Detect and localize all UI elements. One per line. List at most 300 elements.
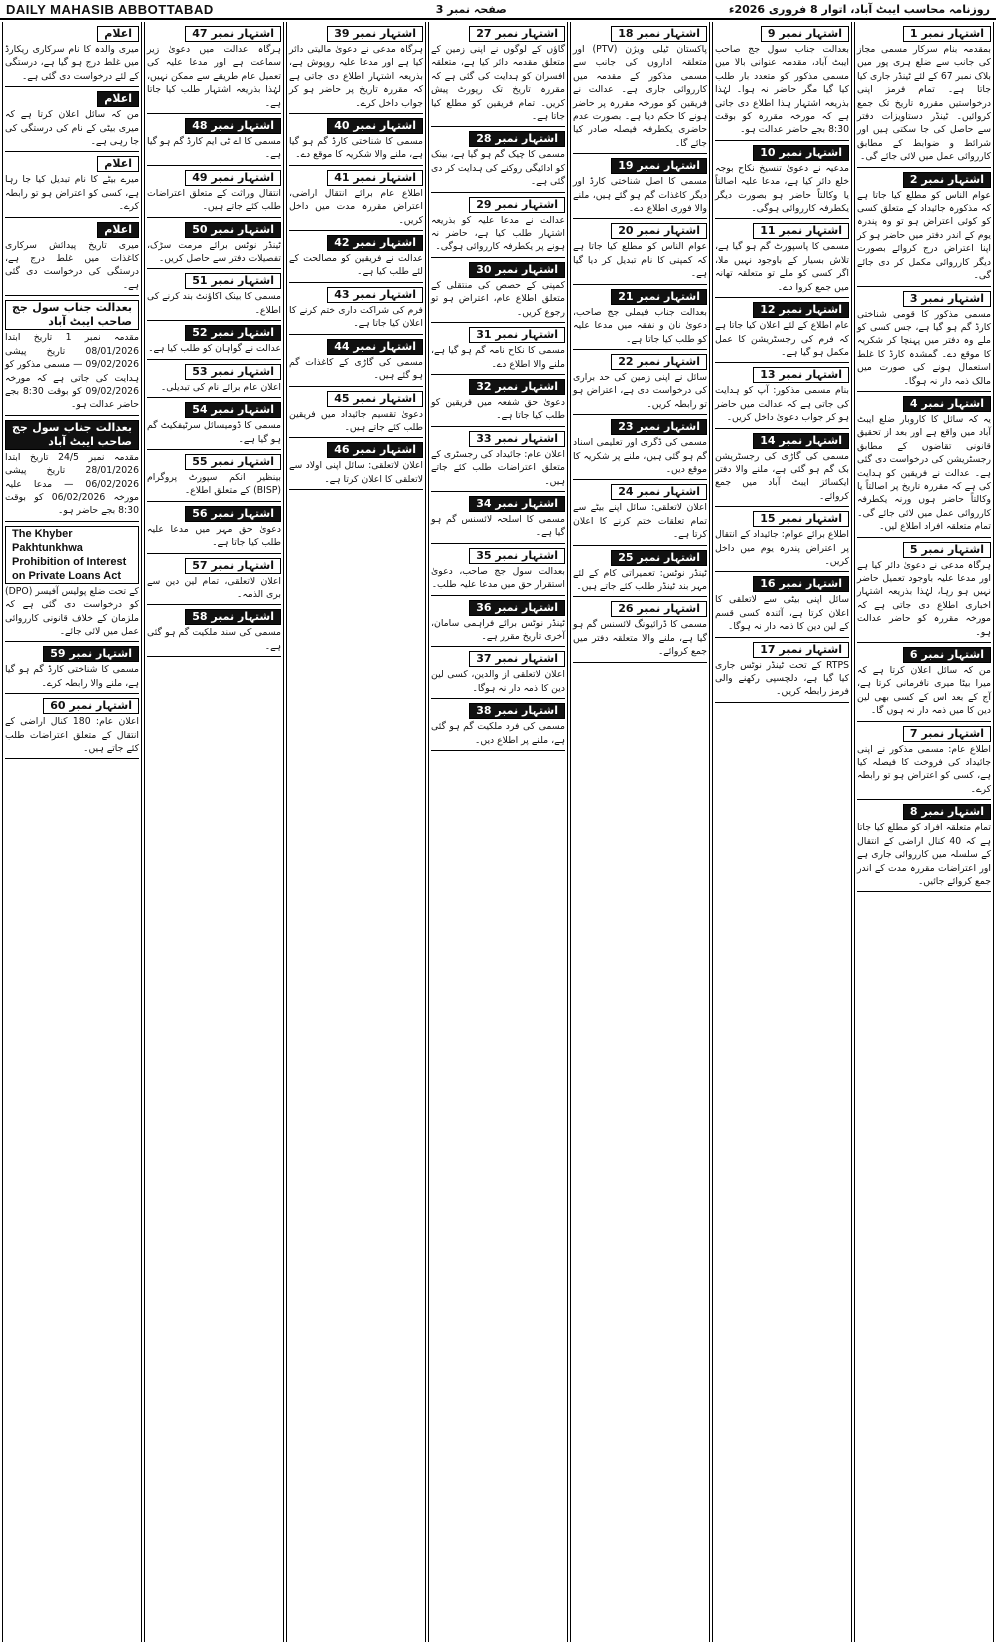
notice-label: اشتہار نمبر 3: [903, 291, 991, 307]
notice-text: اعلان لاتعلقی، تمام لین دین سے بری الذمہ۔: [147, 575, 281, 600]
newspaper-page: [2, 22, 994, 1642]
notice-divider: [147, 501, 281, 502]
notice-label: اشتہار نمبر 38: [469, 703, 565, 719]
notice-heading: [431, 548, 565, 564]
notice-divider: [431, 374, 565, 375]
notice-item: [147, 26, 281, 110]
notice-text: عدالت نے مدعا علیہ کو بذریعہ اشتہار طلب کیا ہے، حاضر نہ ہونے پر یکطرفہ کارروائی ہوگی۔: [431, 214, 565, 253]
notice-label: اشتہار نمبر 44: [327, 339, 423, 355]
notice-text: اعلان لاتعلقی از والدین، کسی لین دین کا ذمہ دار نہ ہوگا۔: [431, 669, 565, 694]
notice-divider: [147, 449, 281, 450]
notice-heading: [289, 339, 423, 355]
notice-item: [431, 600, 565, 644]
notice-label: اشتہار نمبر 22: [611, 354, 707, 370]
notice-label: اشتہار نمبر 5: [903, 542, 991, 558]
notice-text: مسمی کا چیک گم ہو گیا ہے، بینک کو ادائیگی روکنے کی ہدایت کر دی گئی ہے۔: [431, 149, 565, 188]
notice-label: اعلام: [97, 156, 139, 172]
notice-label: اشتہار نمبر 17: [753, 642, 849, 658]
notice-divider: [573, 545, 707, 546]
notice-heading: [715, 576, 849, 592]
notice-column: [428, 22, 568, 1642]
notice-heading: [431, 379, 565, 395]
notice-heading: [573, 289, 707, 305]
notice-text: میری تاریخ پیدائش سرکاری کاغذات میں غلط درج ہے، درستگی کی درخواست دی گئی ہے۔: [5, 239, 139, 291]
notice-divider: [289, 165, 423, 166]
notice-heading: [573, 419, 707, 435]
notice-text: اعلان لاتعلقی: سائل اپنی اولاد سے لاتعلقی کا اعلان کرتا ہے۔: [289, 460, 423, 485]
notice-divider: [715, 297, 849, 298]
notice-heading: [289, 26, 423, 42]
notice-divider: [715, 637, 849, 638]
notice-text: مسمی کا شناختی کارڈ گم ہو گیا ہے، ملنے والا شکریہ کا موقع دے۔: [289, 136, 423, 161]
notice-divider: [5, 693, 139, 694]
notice-divider: [715, 702, 849, 703]
notice-text: اطلاع برائے عوام: جائیداد کے انتقال پر اعتراض پندرہ یوم میں داخل کریں۔: [715, 529, 849, 567]
notice-heading: [289, 391, 423, 407]
notice-text: اطلاع عام: مسمی مذکور نے اپنی جائیداد کی فروخت کا فیصلہ کیا ہے، کسی کو اعتراض ہو تو رابطہ کرے۔: [857, 743, 991, 795]
notice-label: اشتہار نمبر 34: [469, 496, 565, 512]
notice-label: اشتہار نمبر 35: [469, 548, 565, 564]
notice-label: اشتہار نمبر 20: [611, 223, 707, 239]
notice-divider: [5, 641, 139, 642]
notice-label: اشتہار نمبر 55: [185, 454, 281, 470]
notice-text: ٹینڈر نوٹس برائے فراہمی سامان، آخری تاریخ مقرر ہے۔: [431, 617, 565, 642]
notice-item: [289, 170, 423, 227]
notice-item: [5, 300, 139, 411]
notice-label: اشتہار نمبر 42: [327, 235, 423, 251]
notice-item: [431, 131, 565, 188]
notice-text: عدالت نے فریقین کو مصالحت کے لئے طلب کیا ہے۔: [289, 253, 423, 278]
notice-item: [715, 26, 849, 137]
notice-divider: [573, 349, 707, 350]
notice-label: اعلام: [97, 26, 139, 42]
notice-label: اشتہار نمبر 54: [185, 402, 281, 418]
notice-item: [857, 804, 991, 888]
notice-divider: [573, 662, 707, 663]
notice-divider: [147, 113, 281, 114]
notice-item: [715, 367, 849, 424]
notice-heading: [5, 646, 139, 662]
notice-heading: [857, 172, 991, 188]
notice-item: [573, 354, 707, 411]
notice-divider: [857, 391, 991, 392]
notice-divider: [715, 571, 849, 572]
notice-item: [431, 262, 565, 319]
notice-heading: [5, 420, 139, 450]
notice-heading: [431, 131, 565, 147]
notice-heading: [573, 223, 707, 239]
notice-label: اشتہار نمبر 16: [753, 576, 849, 592]
notice-item: [573, 223, 707, 280]
notice-item: [431, 496, 565, 540]
notice-text: ہرگاہ مدعی نے دعویٰ دائر کیا ہے اور مدعا علیہ باوجود تعمیل حاضر نہیں ہو رہا، لہٰذا بذریعہ اشتہار اخباری اطلاع دی جاتی ہے کہ مورخہ مقررہ کو حاضر عدالت ہو۔: [857, 559, 991, 638]
notice-item: [573, 550, 707, 594]
notice-item: [289, 26, 423, 110]
notice-text: بمقدمہ بنام سرکار مسمی مجاز کی جانب سے ضلع ہری پور میں بلاک نمبر 67 کے لئے ٹینڈر جاری کیا جاتا ہے۔ تمام فرمز اپنی درخواستیں مقررہ تاریخ تک جمع کروائیں۔ ٹینڈر دستاویزات دفتر سے حاصل کی جا سکتی ہیں اور شرائط و ضوابط کے مطابق کارروائی عمل میں لائی جائے گی۔: [857, 44, 991, 163]
notice-item: [147, 325, 281, 355]
notice-heading: [431, 262, 565, 278]
notice-text: مسمی کا اسلحہ لائسنس گم ہو گیا ہے۔: [431, 513, 565, 539]
notice-label: اشتہار نمبر 8: [903, 804, 991, 820]
notice-text: ٹینڈر نوٹس برائے مرمت سڑک، تفصیلات دفتر سے حاصل کریں۔: [147, 239, 281, 265]
notice-heading: [857, 647, 991, 663]
notice-heading: [147, 273, 281, 289]
notice-item: [431, 197, 565, 254]
notice-label: اشتہار نمبر 48: [185, 118, 281, 134]
notice-divider: [573, 596, 707, 597]
notice-divider: [573, 218, 707, 219]
notice-item: [431, 26, 565, 123]
notice-text: مسمی کا ڈومیسائل سرٹیفکیٹ گم ہو گیا ہے۔: [147, 420, 281, 445]
notice-heading: [147, 454, 281, 470]
notice-label: اشتہار نمبر 27: [469, 26, 565, 42]
notice-column: [286, 22, 426, 1642]
notice-label: اشتہار نمبر 29: [469, 197, 565, 213]
notice-heading: [5, 222, 139, 238]
notice-heading: [289, 118, 423, 134]
notice-divider: [857, 721, 991, 722]
notice-heading: [289, 170, 423, 186]
notice-heading: [5, 91, 139, 107]
notice-label: اشتہار نمبر 14: [753, 433, 849, 449]
notice-text: بعدالت جناب فیملی جج صاحب، دعویٰ نان و نفقہ میں مدعا علیہ کو طلب کیا جاتا ہے۔: [573, 306, 707, 345]
notice-text: میری والدہ کا نام سرکاری ریکارڈ میں غلط درج ہو گیا ہے، درستگی کے لئے درخواست دی گئی ہے۔: [5, 44, 139, 82]
notice-item: [289, 339, 423, 383]
notice-divider: [289, 113, 423, 114]
notice-item: [5, 222, 139, 293]
notice-divider: [573, 153, 707, 154]
notice-heading: [5, 526, 139, 584]
notice-divider: [431, 192, 565, 193]
notice-divider: [289, 489, 423, 490]
notice-heading: [573, 158, 707, 174]
notice-label: اشتہار نمبر 57: [185, 558, 281, 574]
notice-label: اشتہار نمبر 10: [753, 145, 849, 161]
notice-item: [573, 158, 707, 215]
notice-label: اشتہار نمبر 56: [185, 506, 281, 522]
notice-text: فرم کی شراکت داری ختم کرنے کا اعلان کیا جاتا ہے۔: [289, 304, 423, 330]
notice-divider: [5, 758, 139, 759]
notice-heading: [147, 609, 281, 625]
notice-label: اشتہار نمبر 43: [327, 287, 423, 303]
notice-item: [573, 484, 707, 541]
notice-text: مسمی کی ڈگری اور تعلیمی اسناد گم ہو گئی ہیں، ملنے پر شکریہ کا موقع دیں۔: [573, 437, 707, 475]
notice-item: [573, 289, 707, 346]
notice-item: [147, 506, 281, 550]
notice-item: [289, 442, 423, 486]
notice-item: [857, 26, 991, 164]
notice-divider: [715, 428, 849, 429]
notice-text: بعدالت سول جج صاحب، دعویٰ استقرار حق میں مدعا علیہ طلب۔: [431, 565, 565, 591]
notice-item: [857, 172, 991, 283]
notice-label: اشتہار نمبر 36: [469, 600, 565, 616]
notice-text: بنام مسمی مذکور: آپ کو ہدایت کی جاتی ہے کہ عدالت میں حاضر ہو کر جواب دعویٰ داخل کریں۔: [715, 385, 849, 424]
notice-text: میرے بیٹے کا نام تبدیل کیا جا رہا ہے، کسی کو اعتراض ہو تو رابطہ کرے۔: [5, 174, 139, 213]
notice-heading: [431, 26, 565, 42]
notice-text: مسمی کا پاسپورٹ گم ہو گیا ہے، تلاش بسیار کے باوجود نہیں ملا، اگر کسی کو ملے تو متعلقہ تھانہ میں جمع کروا دے۔: [715, 241, 849, 293]
notice-divider: [857, 642, 991, 643]
notice-label: اعلام: [97, 91, 139, 107]
notice-divider: [147, 359, 281, 360]
notice-label: اشتہار نمبر 50: [185, 222, 281, 238]
notice-label: اشتہار نمبر 23: [611, 419, 707, 435]
notice-text: مسمی کی گاڑی کے کاغذات گم ہو گئے ہیں۔: [289, 356, 423, 382]
notice-column: [712, 22, 852, 1642]
notice-divider: [715, 362, 849, 363]
notice-item: [289, 391, 423, 435]
notice-text: مسمی کی فرد ملکیت گم ہو گئی ہے، ملنے پر اطلاع دیں۔: [431, 721, 565, 746]
notice-label: اشتہار نمبر 21: [611, 289, 707, 305]
notice-item: [147, 364, 281, 394]
notice-divider: [431, 322, 565, 323]
notice-divider: [431, 543, 565, 544]
notice-heading: [715, 302, 849, 318]
notice-heading: [573, 26, 707, 42]
notice-label: اشتہار نمبر 9: [761, 26, 849, 42]
notice-divider: [431, 257, 565, 258]
notice-divider: [715, 218, 849, 219]
notice-item: [573, 601, 707, 658]
notice-label: اشتہار نمبر 52: [185, 325, 281, 341]
notice-label: بعدالت جناب سول جج صاحب ایبٹ آباد: [5, 300, 139, 330]
notice-column: [570, 22, 710, 1642]
notice-item: [573, 419, 707, 476]
notice-item: [5, 26, 139, 83]
notice-divider: [5, 151, 139, 152]
notice-item: [147, 170, 281, 214]
notice-item: [5, 91, 139, 148]
notice-text: ہرگاہ مدعی نے دعویٰ مالیتی دائر کیا ہے اور مدعا علیہ روپوش ہے، بذریعہ اشتہار اطلاع دی جاتی ہے کہ مقررہ تاریخ پر حاضر ہو کر جواب داخل کرے۔: [289, 44, 423, 109]
notice-heading: [5, 698, 139, 714]
notice-heading: [857, 542, 991, 558]
notice-text: مقدمہ نمبر 24/5 تاریخ ابتدا 28/01/2026 تاریخ پیشی 06/02/2026 — مدعا علیہ مورخہ 06/02/2026 کو بوقت 8:30 بجے حاضر ہو۔: [5, 451, 139, 517]
notice-divider: [147, 604, 281, 605]
notice-text: عوام الناس کو مطلع کیا جاتا ہے کہ مذکورہ جائیداد کے متعلق کسی کو کوئی اعتراض ہو تو وہ پندرہ یوم کے اندر دفتر میں حاضر ہو کر اپنا اعتراض درج کروائے بصورت دیگر کارروائی مکمل کر دی جائے گی۔: [857, 189, 991, 282]
notice-text: اعلان عام برائے نام کی تبدیلی۔: [160, 381, 281, 393]
notice-item: [715, 511, 849, 568]
notice-label: اشتہار نمبر 24: [611, 484, 707, 500]
notice-item: [147, 454, 281, 498]
masthead: [0, 0, 996, 20]
notice-label: اشتہار نمبر 18: [611, 26, 707, 42]
notice-heading: [857, 396, 991, 412]
masthead-page-number: صفحہ نمبر 3: [435, 2, 507, 16]
notice-divider: [431, 426, 565, 427]
notice-label: اشتہار نمبر 25: [611, 550, 707, 566]
masthead-date: روزنامہ محاسب ایبٹ آباد، اتوار 8 فروری 2026ء: [728, 2, 990, 16]
notice-text: عوام الناس کو مطلع کیا جاتا ہے کہ کمپنی کا نام تبدیل کر دیا گیا ہے۔: [573, 241, 707, 280]
notice-divider: [289, 282, 423, 283]
notice-divider: [857, 799, 991, 800]
notice-heading: [573, 601, 707, 617]
notice-divider: [573, 479, 707, 480]
notice-heading: [431, 327, 565, 343]
notice-text: مسمی کا اصل شناختی کارڈ اور دیگر کاغذات گم ہو گئے ہیں، ملنے والا فوری اطلاع دے۔: [573, 176, 707, 215]
notice-text: گاؤں کے لوگوں نے اپنی زمین کے متعلق مقدمہ دائر کیا ہے، متعلقہ افسران کو ہدایت کی گئی ہے کہ مقررہ تاریخ تک رپورٹ پیش کریں۔ تمام فریقین کو مطلع کیا جاتا ہے۔: [431, 44, 565, 123]
notice-heading: [857, 26, 991, 42]
notice-divider: [715, 506, 849, 507]
notice-text: سائل نے اپنی زمین کی حد براری کی درخواست دی ہے، اعتراض ہو تو رابطہ کریں۔: [573, 371, 707, 410]
notice-text: پاکستان ٹیلی ویژن (PTV) اور متعلقہ اداروں کی جانب سے مسمی مذکور کے مقدمہ میں کارروائی جاری ہے۔ عدالت نے فریقین کو مورخہ مقررہ پر حاضر ہونے کا حکم دیا ہے۔ بصورت عدم حاضری یکطرفہ فیصلہ صادر کیا جائے گا۔: [573, 44, 707, 149]
notice-item: [857, 542, 991, 639]
notice-heading: [431, 600, 565, 616]
notice-item: [147, 609, 281, 653]
notice-label: اشتہار نمبر 11: [753, 223, 849, 239]
notice-divider: [431, 646, 565, 647]
notice-divider: [147, 397, 281, 398]
notice-heading: [289, 287, 423, 303]
notice-heading: [289, 442, 423, 458]
notice-item: [857, 291, 991, 388]
notice-divider: [857, 286, 991, 287]
notice-column: [2, 22, 142, 1642]
notice-label: اشتہار نمبر 19: [611, 158, 707, 174]
notice-item: [289, 287, 423, 331]
notice-item: [431, 651, 565, 695]
notice-item: [147, 222, 281, 266]
notice-heading: [289, 235, 423, 251]
notice-text: اعلان عام: جائیداد کی رجسٹری کے متعلق اعتراضات طلب کئے جاتے ہیں۔: [431, 448, 565, 487]
notice-text: دعویٰ حق شفعہ میں فریقین کو طلب کیا جاتا ہے۔: [431, 396, 565, 422]
notice-text: عام اطلاع کے لئے اعلان کیا جاتا ہے کہ فرم کی رجسٹریشن کا عمل مکمل ہو گیا ہے۔: [715, 320, 849, 358]
notice-item: [857, 647, 991, 718]
notice-divider: [857, 167, 991, 168]
notice-text: عدالت نے گواہان کو طلب کیا ہے۔: [148, 343, 281, 355]
notice-label: اشتہار نمبر 46: [327, 442, 423, 458]
notice-heading: [147, 558, 281, 574]
notice-label: اشتہار نمبر 58: [185, 609, 281, 625]
notice-label: اشتہار نمبر 40: [327, 118, 423, 134]
notice-label: اشتہار نمبر 59: [43, 646, 139, 662]
notice-divider: [573, 414, 707, 415]
notice-divider: [289, 386, 423, 387]
notice-item: [147, 118, 281, 162]
notice-divider: [431, 750, 565, 751]
notice-item: [147, 558, 281, 602]
notice-divider: [5, 86, 139, 87]
notice-text: مسمی کا ڈرائیونگ لائسنس گم ہو گیا ہے، ملنے والا متعلقہ دفتر میں جمع کروائے۔: [573, 619, 707, 658]
notice-item: [5, 526, 139, 639]
notice-heading: [857, 726, 991, 742]
notice-label: اشتہار نمبر 28: [469, 131, 565, 147]
notice-divider: [431, 491, 565, 492]
notice-label: اشتہار نمبر 26: [611, 601, 707, 617]
notice-item: [5, 698, 139, 755]
notice-divider: [431, 698, 565, 699]
notice-label: اشتہار نمبر 12: [753, 302, 849, 318]
notice-text: مسمی مذکور کا قومی شناختی کارڈ گم ہو گیا ہے، جس کسی کو ملے وہ دفتر میں پہنچا کر شکریہ کا موقع دے۔ گمشدہ کارڈ کا غلط استعمال ہونے کی صورت میں مالک ذمہ دار نہ ہوگا۔: [857, 308, 991, 387]
notice-text: RTPS کے تحت ٹینڈر نوٹس جاری کیا گیا ہے، دلچسپی رکھنے والی فرمز رابطہ کریں۔: [715, 659, 849, 698]
notice-heading: [147, 222, 281, 238]
notice-item: [431, 431, 565, 488]
notice-divider: [5, 415, 139, 416]
notice-item: [715, 223, 849, 294]
notice-heading: [147, 170, 281, 186]
notice-heading: [715, 26, 849, 42]
notice-label: اشتہار نمبر 15: [753, 511, 849, 527]
notice-label: اشتہار نمبر 4: [903, 396, 991, 412]
notice-label: اشتہار نمبر 2: [903, 172, 991, 188]
notice-heading: [5, 300, 139, 330]
notice-text: اعلان لاتعلقی: سائل اپنے بیٹے سے تمام تعلقات ختم کرنے کا اعلان کرتا ہے۔: [573, 502, 707, 541]
notice-label: اشتہار نمبر 32: [469, 379, 565, 395]
notice-label: بعدالت جناب سول جج صاحب ایبٹ آباد: [5, 420, 139, 450]
notice-text: دعویٰ حق مہر میں مدعا علیہ طلب کیا جاتا ہے۔: [147, 523, 281, 549]
notice-heading: [147, 506, 281, 522]
notice-heading: [147, 364, 281, 380]
notice-divider: [857, 537, 991, 538]
notice-divider: [715, 140, 849, 141]
notice-item: [147, 402, 281, 446]
notice-heading: [431, 651, 565, 667]
notice-text: مسمی کی سند ملکیت گم ہو گئی ہے۔: [147, 627, 281, 652]
notice-item: [289, 118, 423, 162]
notice-text: بینظیر انکم سپورٹ پروگرام (BISP) کے متعلق اطلاع۔: [147, 471, 281, 497]
notice-item: [715, 433, 849, 504]
notice-heading: [431, 703, 565, 719]
notice-heading: [147, 118, 281, 134]
notice-column: [854, 22, 994, 1642]
notice-text: مسمی کی گاڑی کی رجسٹریشن بک گم ہو گئی ہے، ملنے والا دفتر ایکسائز ایبٹ آباد میں جمع کروائے۔: [715, 450, 849, 502]
notice-text: مسمی کا اے ٹی ایم کارڈ گم ہو گیا ہے۔: [147, 136, 281, 161]
notice-label: اشتہار نمبر 33: [469, 431, 565, 447]
notice-divider: [5, 217, 139, 218]
notice-text: مسمی کا شناختی کارڈ گم ہو گیا ہے، ملنے والا رابطہ کرے۔: [5, 664, 139, 689]
notice-divider: [431, 126, 565, 127]
notice-text: مقدمہ نمبر 1 تاریخ ابتدا 08/01/2026 تاریخ پیشی 09/02/2026 — مسمی مذکور کو ہدایت کی جاتی ہے کہ مورخہ 09/02/2026 کو بوقت 8:30 بجے حاضر عدالت ہو۔: [5, 332, 139, 411]
notice-heading: [147, 325, 281, 341]
notice-text: تمام متعلقہ افراد کو مطلع کیا جاتا ہے کہ 40 کنال اراضی کے انتقال کے سلسلہ میں کارروائی جاری ہے اور اعتراضات مقررہ مدت کے اندر جمع کروائے جائیں۔: [857, 822, 991, 887]
notice-text: ٹینڈر نوٹس: تعمیراتی کام کے لئے مہر بند ٹینڈر طلب کئے جاتے ہیں۔: [573, 567, 707, 592]
notice-text: من کہ سائل اعلان کرتا ہے کہ میرا بیٹا میری نافرمانی کرتا ہے، آج کے بعد اس کے کسی بھی لین دین کا میں ذمہ دار نہ ہوں گا۔: [857, 665, 991, 717]
notice-item: [857, 726, 991, 797]
notice-item: [715, 302, 849, 359]
masthead-english-title: DAILY MAHASIB ABBOTTABAD: [6, 1, 214, 17]
notice-item: [289, 235, 423, 279]
notice-heading: [573, 354, 707, 370]
notice-text: کے تحت ضلع پولیس آفیسر (DPO) کو درخواست دی گئی ہے کہ ملزمان کے خلاف قانونی کارروائی عمل میں لائی جائے۔: [5, 585, 139, 637]
notice-item: [431, 548, 565, 592]
notice-text: اعلان عام: 180 کنال اراضی کے انتقال کے متعلق اعتراضات طلب کئے جاتے ہیں۔: [5, 716, 140, 754]
notice-item: [147, 273, 281, 317]
notice-heading: [715, 223, 849, 239]
notice-divider: [289, 437, 423, 438]
notice-divider: [5, 521, 139, 522]
notice-item: [431, 379, 565, 423]
notice-label: اشتہار نمبر 47: [185, 26, 281, 42]
notice-divider: [857, 891, 991, 892]
notice-heading: [431, 496, 565, 512]
notice-divider: [147, 268, 281, 269]
notice-text: مدعیہ نے دعویٰ تنسیخ نکاح بوجہ خلع دائر کیا ہے، مدعا علیہ اصالتاً یا وکالتاً حاضر ہو بصورت دیگر یکطرفہ کارروائی ہوگی۔: [715, 162, 849, 215]
notice-item: [431, 327, 565, 371]
notice-heading: [715, 145, 849, 161]
notice-label: اشتہار نمبر 45: [327, 391, 423, 407]
notice-text: انتقال وراثت کے متعلق اعتراضات طلب کئے جاتے ہیں۔: [147, 187, 281, 213]
notice-text: ہرگاہ عدالت میں دعویٰ زیر سماعت ہے اور مدعا علیہ کی تعمیل عام طریقے سے ممکن نہیں، لہٰذا بذریعہ اشتہار طلب کیا جاتا ہے۔: [147, 44, 281, 109]
notice-divider: [147, 320, 281, 321]
notice-label: اعلام: [97, 222, 139, 238]
notice-item: [715, 642, 849, 699]
notice-item: [715, 576, 849, 633]
notice-label: اشتہار نمبر 53: [185, 364, 281, 380]
notice-label: اشتہار نمبر 6: [903, 647, 991, 663]
notice-item: [857, 396, 991, 534]
notice-divider: [147, 553, 281, 554]
notice-divider: [431, 595, 565, 596]
notice-heading: [147, 402, 281, 418]
notice-label: اشتہار نمبر 49: [185, 170, 281, 186]
